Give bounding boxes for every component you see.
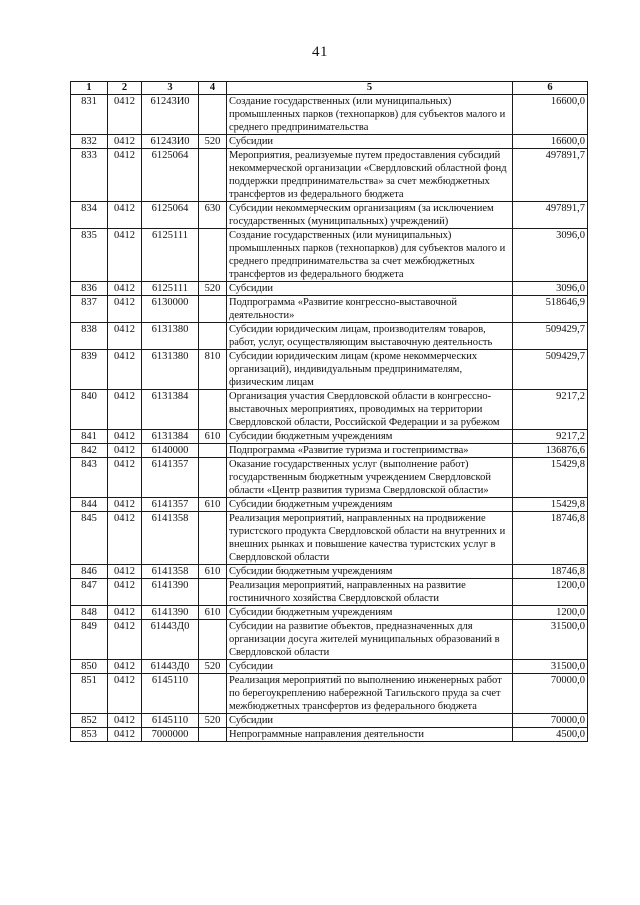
item-name: Субсидии некоммерческим организациям (за исключением государственных (муниципальных) учреждений) — [227, 202, 513, 229]
amount: 18746,8 — [513, 512, 588, 565]
page-number: 41 — [312, 44, 328, 60]
amount: 70000,0 — [513, 674, 588, 714]
table-row — [71, 458, 588, 498]
amount: 18746,8 — [513, 565, 588, 579]
header-col-4: 4 — [199, 82, 227, 95]
header-col-2: 2 — [108, 82, 142, 95]
amount: 136876,6 — [513, 444, 588, 458]
header-col-5: 5 — [227, 82, 513, 95]
row-number: 850 — [71, 660, 108, 674]
item-name: Субсидии бюджетным учреждениям — [227, 565, 513, 579]
target-code: 6125064 — [142, 202, 199, 229]
table-row — [71, 512, 588, 565]
item-name: Субсидии бюджетным учреждениям — [227, 606, 513, 620]
item-name: Непрограммные направления деятельности — [227, 728, 513, 742]
row-number: 831 — [71, 95, 108, 135]
item-name: Реализация мероприятий, направленных на продвижение туристского продукта Свердловской области на внутренних и внешних рынках и повышение качества туристских услуг в Свердловской области — [227, 512, 513, 565]
row-number: 843 — [71, 458, 108, 498]
row-number: 833 — [71, 149, 108, 202]
table-row — [71, 323, 588, 350]
item-name: Субсидии юридическим лицам, производителям товаров, работ, услуг, осуществляющим выставочную деятельность — [227, 323, 513, 350]
row-number: 845 — [71, 512, 108, 565]
table-row — [71, 135, 588, 149]
header-col-3: 3 — [142, 82, 199, 95]
amount: 4500,0 — [513, 728, 588, 742]
table-row — [71, 202, 588, 229]
item-name: Субсидии бюджетным учреждениям — [227, 498, 513, 512]
amount: 16600,0 — [513, 135, 588, 149]
target-code: 6141358 — [142, 565, 199, 579]
section-code: 0412 — [108, 674, 142, 714]
expense-type — [199, 95, 227, 135]
row-number: 842 — [71, 444, 108, 458]
row-number: 852 — [71, 714, 108, 728]
target-code: 61243И0 — [142, 95, 199, 135]
section-code: 0412 — [108, 350, 142, 390]
row-number: 844 — [71, 498, 108, 512]
table-row — [71, 430, 588, 444]
item-name: Организация участия Свердловской области в конгрессно-выставочных мероприятиях, проводимых на территории Свердловской области, Российской Федерации и за рубежом — [227, 390, 513, 430]
table-row — [71, 579, 588, 606]
expense-type: 520 — [199, 135, 227, 149]
expense-type — [199, 296, 227, 323]
target-code: 6125064 — [142, 149, 199, 202]
expense-type — [199, 728, 227, 742]
amount: 9217,2 — [513, 430, 588, 444]
target-code: 6125111 — [142, 282, 199, 296]
amount: 15429,8 — [513, 458, 588, 498]
target-code: 61243И0 — [142, 135, 199, 149]
section-code: 0412 — [108, 229, 142, 282]
table-row — [71, 282, 588, 296]
section-code: 0412 — [108, 149, 142, 202]
section-code: 0412 — [108, 728, 142, 742]
row-number: 840 — [71, 390, 108, 430]
target-code: 6145110 — [142, 674, 199, 714]
amount: 1200,0 — [513, 606, 588, 620]
item-name: Создание государственных (или муниципальных) промышленных парков (технопарков) для субъектов малого и среднего предпринимательства — [227, 95, 513, 135]
target-code: 7000000 — [142, 728, 199, 742]
table-row — [71, 565, 588, 579]
row-number: 846 — [71, 565, 108, 579]
section-code: 0412 — [108, 565, 142, 579]
amount: 3096,0 — [513, 229, 588, 282]
expense-type — [199, 323, 227, 350]
table-row — [71, 498, 588, 512]
expense-type: 810 — [199, 350, 227, 390]
section-code: 0412 — [108, 282, 142, 296]
section-code: 0412 — [108, 714, 142, 728]
expense-type: 520 — [199, 714, 227, 728]
section-code: 0412 — [108, 660, 142, 674]
header-col-1: 1 — [71, 82, 108, 95]
target-code: 6131384 — [142, 430, 199, 444]
table-row — [71, 620, 588, 660]
section-code: 0412 — [108, 579, 142, 606]
amount: 15429,8 — [513, 498, 588, 512]
expense-type: 630 — [199, 202, 227, 229]
row-number: 832 — [71, 135, 108, 149]
row-number: 834 — [71, 202, 108, 229]
row-number: 839 — [71, 350, 108, 390]
amount: 31500,0 — [513, 620, 588, 660]
row-number: 836 — [71, 282, 108, 296]
item-name: Создание государственных (или муниципальных) промышленных парков (технопарков) для субъектов малого и среднего предпринимательства за счет межбюджетных трансфертов из федерального бюджета — [227, 229, 513, 282]
row-number: 847 — [71, 579, 108, 606]
item-name: Подпрограмма «Развитие туризма и гостеприимства» — [227, 444, 513, 458]
item-name: Субсидии на развитие объектов, предназначенных для организации досуга жителей муниципальных образований в Свердловской области — [227, 620, 513, 660]
expense-type — [199, 512, 227, 565]
section-code: 0412 — [108, 444, 142, 458]
expense-type — [199, 149, 227, 202]
item-name: Оказание государственных услуг (выполнение работ) государственным бюджетным учреждением Свердловской области «Центр развития туризма Свердловской области» — [227, 458, 513, 498]
table-header — [71, 82, 588, 95]
target-code: 6125111 — [142, 229, 199, 282]
item-name: Мероприятия, реализуемые путем предоставления субсидий некоммерческой организации «Свердловский областной фонд поддержки предпринимательства» за счет межбюджетных трансфертов из федерального бюджета — [227, 149, 513, 202]
row-number: 835 — [71, 229, 108, 282]
row-number: 849 — [71, 620, 108, 660]
target-code: 6131384 — [142, 390, 199, 430]
row-number: 853 — [71, 728, 108, 742]
target-code: 6141358 — [142, 512, 199, 565]
amount: 509429,7 — [513, 323, 588, 350]
amount: 16600,0 — [513, 95, 588, 135]
table-row — [71, 728, 588, 742]
amount: 497891,7 — [513, 202, 588, 229]
expense-type: 520 — [199, 282, 227, 296]
section-code: 0412 — [108, 390, 142, 430]
table-row — [71, 390, 588, 430]
section-code: 0412 — [108, 95, 142, 135]
expense-type — [199, 458, 227, 498]
target-code: 61443Д0 — [142, 660, 199, 674]
table-row — [71, 660, 588, 674]
item-name: Реализация мероприятий по выполнению инженерных работ по берегоукреплению набережной Тагильского пруда за счет межбюджетных трансфертов из федерального бюджета — [227, 674, 513, 714]
row-number: 848 — [71, 606, 108, 620]
table-row — [71, 674, 588, 714]
item-name: Субсидии — [227, 135, 513, 149]
amount: 518646,9 — [513, 296, 588, 323]
table-row — [71, 149, 588, 202]
expense-type: 610 — [199, 498, 227, 512]
table-row — [71, 296, 588, 323]
item-name: Субсидии — [227, 282, 513, 296]
table-row — [71, 606, 588, 620]
amount: 9217,2 — [513, 390, 588, 430]
table-row — [71, 95, 588, 135]
item-name: Субсидии — [227, 660, 513, 674]
table-row — [71, 229, 588, 282]
target-code: 6141390 — [142, 579, 199, 606]
section-code: 0412 — [108, 202, 142, 229]
item-name: Подпрограмма «Развитие конгрессно-выставочной деятельности» — [227, 296, 513, 323]
section-code: 0412 — [108, 498, 142, 512]
header-col-6: 6 — [513, 82, 588, 95]
item-name: Субсидии — [227, 714, 513, 728]
expense-type — [199, 579, 227, 606]
expense-type: 610 — [199, 565, 227, 579]
amount: 1200,0 — [513, 579, 588, 606]
row-number: 838 — [71, 323, 108, 350]
section-code: 0412 — [108, 430, 142, 444]
section-code: 0412 — [108, 323, 142, 350]
expense-type: 520 — [199, 660, 227, 674]
row-number: 841 — [71, 430, 108, 444]
amount: 31500,0 — [513, 660, 588, 674]
target-code: 6140000 — [142, 444, 199, 458]
target-code: 6131380 — [142, 323, 199, 350]
section-code: 0412 — [108, 458, 142, 498]
table-row — [71, 350, 588, 390]
amount: 70000,0 — [513, 714, 588, 728]
expense-type — [199, 229, 227, 282]
target-code: 61443Д0 — [142, 620, 199, 660]
item-name: Реализация мероприятий, направленных на развитие гостиничного хозяйства Свердловской области — [227, 579, 513, 606]
expense-type — [199, 390, 227, 430]
item-name: Субсидии юридическим лицам (кроме некоммерческих организаций), индивидуальным предпринимателям, физическим лицам — [227, 350, 513, 390]
header-row — [71, 82, 588, 95]
expense-type: 610 — [199, 606, 227, 620]
target-code: 6141390 — [142, 606, 199, 620]
section-code: 0412 — [108, 512, 142, 565]
target-code: 6130000 — [142, 296, 199, 323]
row-number: 851 — [71, 674, 108, 714]
section-code: 0412 — [108, 135, 142, 149]
expense-type — [199, 444, 227, 458]
section-code: 0412 — [108, 296, 142, 323]
table-body — [71, 95, 588, 742]
amount: 509429,7 — [513, 350, 588, 390]
expense-type — [199, 674, 227, 714]
amount: 3096,0 — [513, 282, 588, 296]
row-number: 837 — [71, 296, 108, 323]
table-row — [71, 714, 588, 728]
item-name: Субсидии бюджетным учреждениям — [227, 430, 513, 444]
amount: 497891,7 — [513, 149, 588, 202]
expense-type — [199, 620, 227, 660]
budget-table — [70, 81, 588, 742]
expense-type: 610 — [199, 430, 227, 444]
target-code: 6141357 — [142, 458, 199, 498]
section-code: 0412 — [108, 620, 142, 660]
target-code: 6145110 — [142, 714, 199, 728]
target-code: 6141357 — [142, 498, 199, 512]
table-row — [71, 444, 588, 458]
target-code: 6131380 — [142, 350, 199, 390]
section-code: 0412 — [108, 606, 142, 620]
